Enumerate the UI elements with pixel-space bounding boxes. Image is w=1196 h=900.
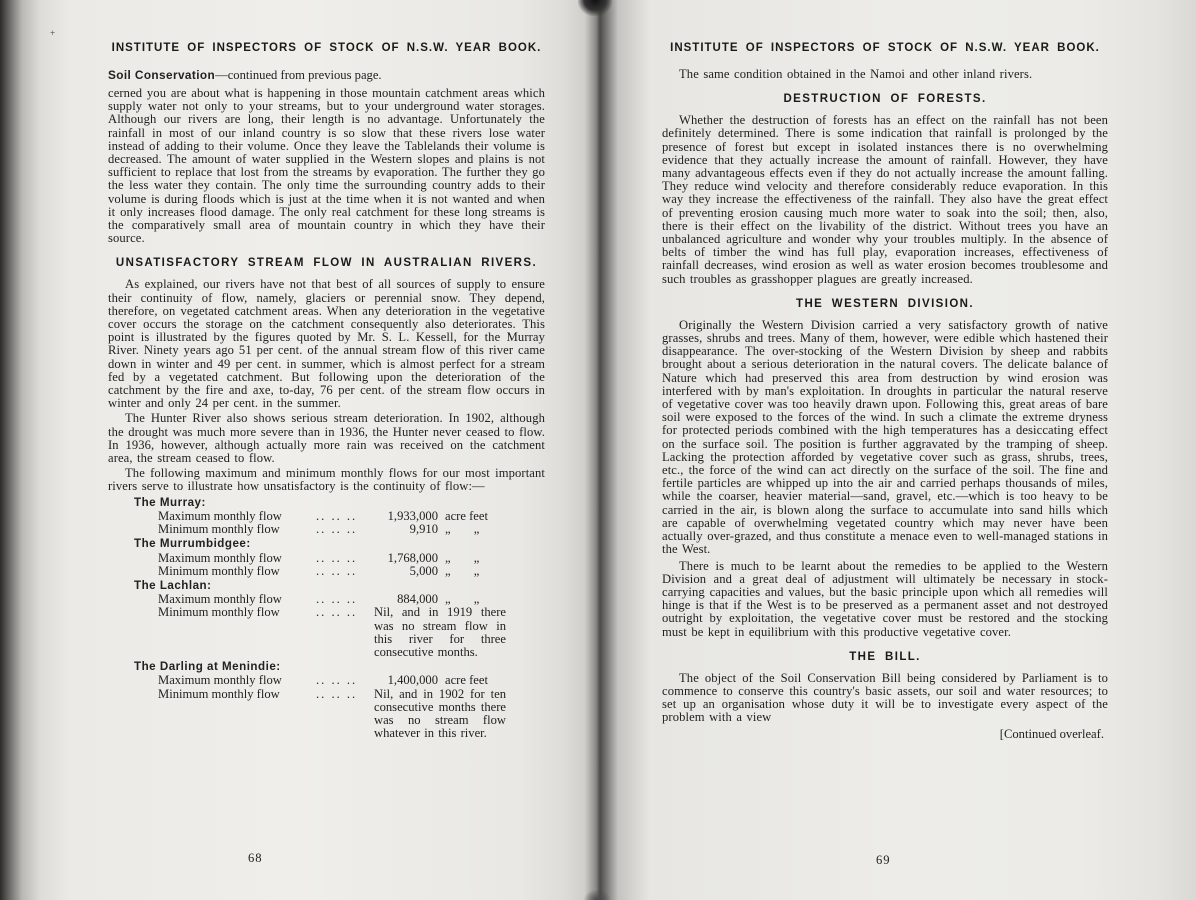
body-paragraph: As explained, our rivers have not that best of all sources of supply to ensure their continuity of flow, namely, glaciers or perennial snow. They depend, therefore, on vegetated catchment areas. When any deterioration in the vegetative cover occurs the storage on the catchment consequently also deteriorates. This point is illustrated by the figures quoted by Mr. S. L. Kessell, for the Murray River. Ninety years ago 51 per cent. of the annual stream flow of this river came down in winter and 49 per cent. in summer, which is almost perfect for a stream fed by a vegetated catchment. But following upon the deterioration of the catchment by the fire and axe, to-day, 76 per cent. of the stream flow occurs in winter and only 24 per cent. in the summer. xyxy=(108,277,545,411)
dot-leader: .. .. .. xyxy=(316,686,358,701)
flow-row xyxy=(108,674,545,687)
dot-leader: .. .. .. xyxy=(316,592,358,607)
flow-value xyxy=(374,523,506,536)
river-group-name: The Murrumbidgee: xyxy=(134,537,251,551)
flow-label: Minimum monthly flow xyxy=(158,605,280,620)
dot-leader: .. .. .. xyxy=(316,563,358,578)
river-group-name: The Darling at Menindie: xyxy=(134,660,281,674)
flow-unit: „ „ xyxy=(445,563,480,578)
section-heading-forests: DESTRUCTION OF FORESTS. xyxy=(783,93,987,106)
flow-label: Maximum monthly flow xyxy=(158,508,282,523)
continuation-title: Soil Conservation xyxy=(108,68,216,82)
gutter-shadow-bottom xyxy=(584,890,610,900)
flow-note: Nil, and in 1919 there was no stream flow in this river for three consecutive months. xyxy=(374,605,506,659)
continued-note: [Continued overleaf. xyxy=(999,726,1104,741)
flow-unit: „ „ xyxy=(445,550,480,565)
flow-note: Nil, and in 1902 for ten consecutive months there was no stream flow whatever in this river. xyxy=(374,686,506,741)
flow-unit: „ „ xyxy=(445,592,480,607)
flow-unit: acre feet xyxy=(445,673,488,688)
flow-amount: 1,400,000 xyxy=(387,673,438,688)
body-paragraph: Originally the Western Division carried a very satisfactory growth of native grasses, shrubs and trees. Many of them, however, were edible which hastened their disappearance. The over-stocking of the Western Division by sheep and rabbits brought about a serious deterioration in the natural covers. The delicate balance of Nature which had preserved this area from destruction by wind erosion was interfered with by man's exploitation. In droughts in particular the natural reserve of vegetative cover was too heavily drawn upon. Following this, great areas of bare soil were exposed to the forces of the wind. In such a climate the extreme dryness for protected periods combined with the high temperatures has a desiccating effect on the surface soil. The position is further aggravated by the tramping of sheep. Lacking the protection afforded by vegetative cover such as grass, shrubs, trees, etc., the force of the wind can act directly on the surface of the soil. The fine and fertile particles are whipped up into the air and carried perhaps thousands of miles, while the coarser, heavier material—sand, gravel, etc.—which is too heavy to be carried in the air, is blown along the surface to accumulate into sand hills which are capable of overwhelming vegetated country which may never have been actually over-grazed, and thus constitute a menace even to well-managed stations in the West. xyxy=(662,317,1108,557)
continuation-line xyxy=(108,68,545,83)
flow-row xyxy=(108,606,545,659)
body-paragraph: There is much to be learnt about the remedies to be applied to the Western Division and a great deal of adjustment will ultimately be necessary in stock-carrying capacities and values, but the basic principle upon which all remedies will hinge is that if the West is to be preserved as a permanent asset and not destroyed outright by exploitation, the vegetative cover must be restored and the stocking must be kept in equilibrium with this productive vegetative cover. xyxy=(662,558,1108,639)
river-group-name: The Lachlan: xyxy=(134,578,212,592)
gutter-shadow-top xyxy=(578,0,612,16)
flow-label: Maximum monthly flow xyxy=(158,673,282,688)
continuation-rest: —continued from previous page. xyxy=(215,68,382,82)
flow-amount: 9,910 xyxy=(409,522,438,537)
flow-row xyxy=(108,688,545,741)
flow-value xyxy=(374,674,506,687)
body-paragraph: Whether the destruction of forests has an effect on the rainfall has not been definitely determined. There is some indication that rainfall is prolonged by the presence of forest but except in isolated instances there is no overwhelming evidence that they actually increase the amount of rainfall. However, they have many advantageous effects even if they do not actually increase the amount falling. They reduce wind velocity and therefore considerably reduce evaporation. In this way they increase the effectiveness of the rainfall. They also have the great effect of preventing erosion causing much more water to soak into the soil; then, also, there is their effect on the livability of the district. Without trees you have an unbalanced agriculture and wonder why your troubles multiply. In the absence of belts of timber the wind has full play, evaporation increases, effectiveness of rainfall decreases, wind erosion as well as water erosion becomes troublesome and such troubles as grasshopper plagues are greatly increased. xyxy=(662,113,1108,286)
flow-value xyxy=(374,510,506,523)
body-paragraph: The same condition obtained in the Namoi and other inland rivers. xyxy=(679,67,1033,81)
dot-leader: .. .. .. xyxy=(316,508,358,523)
flow-value xyxy=(374,565,506,578)
river-group-name: The Murray: xyxy=(134,495,206,509)
page-number-right: 69 xyxy=(876,853,891,867)
left-page xyxy=(108,42,545,740)
flow-row xyxy=(108,552,545,565)
running-head-left: INSTITUTE OF INSPECTORS OF STOCK OF N.S.W. YEAR BOOK. xyxy=(111,42,542,54)
body-paragraph: cerned you are about what is happening in those mountain catchment areas which supply water not only to your streams, but to your underground water storages. Although our rivers are long, their length is no advantage. Unfortunately the rainfall in most of our inland country is so slow that these rivers lose water instead of adding to their volume. Once they leave the Tablelands their volume is decreased. The amount of water supplied in the Western slopes and plains is not sufficient to replace that lost from the streams by evaporation. The further they go the less water they contain. The only time the surrounding country adds to their volume is during floods which is just at the time when it is not wanted and when it only increases flood damage. The only real catchment for these long streams is the comparatively small area of mountain country in which they have their source. xyxy=(108,86,545,246)
dot-leader: .. .. .. xyxy=(316,673,358,688)
running-head-right: INSTITUTE OF INSPECTORS OF STOCK OF N.S.W. YEAR BOOK. xyxy=(670,42,1100,54)
dot-leader: .. .. .. xyxy=(316,522,358,537)
section-heading-western-division: THE WESTERN DIVISION. xyxy=(796,297,974,310)
section-heading-the-bill: THE BILL. xyxy=(849,650,921,663)
flow-label: Maximum monthly flow xyxy=(158,550,282,565)
flow-amount: 5,000 xyxy=(409,563,438,578)
flow-row xyxy=(108,523,545,536)
section-heading-stream-flow: UNSATISFACTORY STREAM FLOW IN AUSTRALIAN RIVERS. xyxy=(115,257,538,270)
page-number-left: 68 xyxy=(248,851,263,865)
flow-value xyxy=(374,552,506,565)
body-paragraph: The following maximum and minimum monthly flows for our most important rivers serve to illustrate how unsatisfactory is the continuity of flow:— xyxy=(108,466,545,494)
flow-amount: 1,768,000 xyxy=(387,550,438,565)
flow-row xyxy=(108,565,545,578)
flow-label: Minimum monthly flow xyxy=(158,686,280,701)
flow-label: Maximum monthly flow xyxy=(158,592,282,607)
body-paragraph: The object of the Soil Conservation Bill being considered by Parliament is to commence to conserve this country's basic assets, our soil and water resources; to set up an organisation whose duty it will be to investigate every aspect of the problem with a view xyxy=(662,670,1108,725)
flow-unit: „ „ xyxy=(445,522,480,537)
flow-label: Minimum monthly flow xyxy=(158,522,280,537)
body-paragraph: The Hunter River also shows serious stream deterioration. In 1902, although the drought was much more severe than in 1936, the Hunter never ceased to flow. In 1936, however, although actually more rain was received on the catchment area, the stream ceased to flow. xyxy=(108,411,545,466)
flow-amount: 1,933,000 xyxy=(387,508,438,523)
dot-leader: .. .. .. xyxy=(316,550,358,565)
flow-label: Minimum monthly flow xyxy=(158,563,280,578)
flow-table xyxy=(108,496,545,741)
right-page xyxy=(662,42,1108,742)
scan-artifact: + xyxy=(50,28,56,38)
dot-leader: .. .. .. xyxy=(316,605,358,620)
flow-amount: 884,000 xyxy=(397,592,438,607)
flow-unit: acre feet xyxy=(445,508,488,523)
